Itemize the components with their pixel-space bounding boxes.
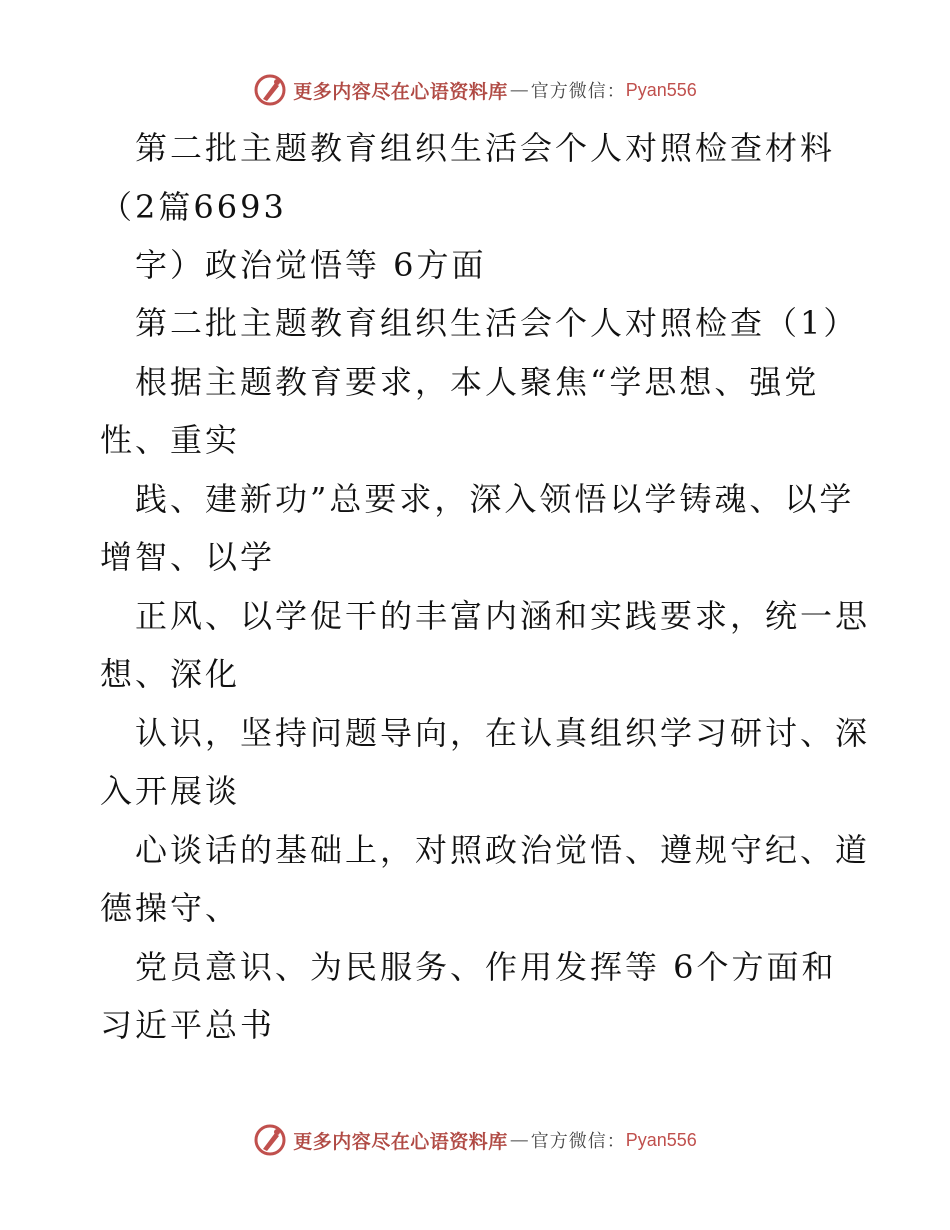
pen-logo-icon <box>253 73 287 107</box>
doc-paragraph-line: 认识，坚持问题导向，在认真组织学习研讨、深 <box>135 714 871 752</box>
watermark-separator: — <box>509 79 529 101</box>
pen-logo-icon <box>253 1123 287 1157</box>
doc-paragraph-line: 想、深化 <box>100 655 241 693</box>
watermark-banner-bottom <box>0 1120 950 1160</box>
watermark-label: 官方微信： <box>530 1131 626 1152</box>
watermark-id: Pyan556 <box>625 1129 697 1150</box>
watermark-banner-top <box>0 70 950 110</box>
watermark-id: Pyan556 <box>625 79 697 100</box>
doc-title-line-3: 字）政治觉悟等 6方面 <box>135 246 487 284</box>
doc-paragraph-line: 入开展谈 <box>100 772 241 810</box>
doc-paragraph-line: 正风、以学促干的丰富内涵和实践要求，统一思 <box>135 597 871 635</box>
doc-title-line-2: （2篇6693 <box>100 188 287 226</box>
doc-paragraph-line: 践、建新功”总要求，深入领悟以学铸魂、以学 <box>135 480 855 518</box>
watermark-label: 官方微信： <box>530 81 626 102</box>
watermark-separator: — <box>509 1129 529 1151</box>
watermark-text: 更多内容尽在心语资料库 <box>293 1130 508 1153</box>
doc-paragraph-line: 德操守、 <box>100 889 241 927</box>
doc-subtitle: 第二批主题教育组织生活会个人对照检查（1） <box>135 304 859 342</box>
doc-paragraph-line: 习近平总书 <box>100 1006 276 1044</box>
doc-title-line-1: 第二批主题教育组织生活会个人对照检查材料 <box>135 129 836 167</box>
doc-paragraph-line: 增智、以学 <box>100 538 276 576</box>
doc-paragraph-line: 性、重实 <box>100 421 241 459</box>
doc-paragraph-line: 心谈话的基础上，对照政治觉悟、遵规守纪、道 <box>135 831 871 869</box>
watermark-text: 更多内容尽在心语资料库 <box>293 80 508 103</box>
doc-paragraph-line: 根据主题教育要求，本人聚焦“学思想、强党 <box>135 363 820 401</box>
doc-paragraph-line: 党员意识、为民服务、作用发挥等 6个方面和 <box>135 948 837 986</box>
